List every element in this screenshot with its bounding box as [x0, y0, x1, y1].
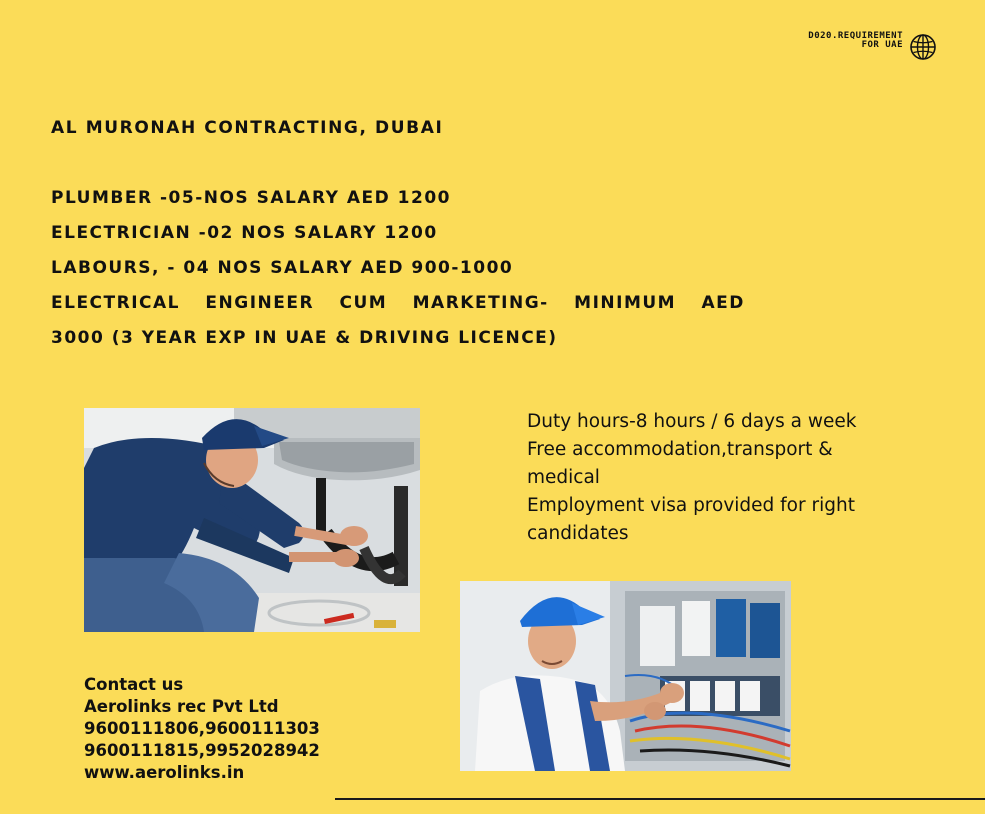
globe-icon [909, 33, 937, 61]
contact-phones-1[interactable]: 9600111806,9600111303 [84, 719, 320, 738]
contact-company: Aerolinks rec Pvt Ltd [84, 697, 279, 716]
job-labours: LABOURS, - 04 NOS SALARY AED 900-1000 [51, 258, 514, 278]
requirement-tag-line2: FOR UAE [861, 40, 903, 50]
requirement-tag-line1: D020.REQUIREMENT [808, 31, 903, 41]
job-plumber: PLUMBER -05-NOS SALARY AED 1200 [51, 188, 451, 208]
job-list [51, 186, 745, 361]
requirement-tag [760, 32, 903, 50]
company-title: AL MURONAH CONTRACTING, DUBAI [51, 118, 444, 138]
electrician-photo [460, 581, 791, 771]
benefit-duty-hours: Duty hours-8 hours / 6 days a week [527, 411, 857, 432]
plumber-photo [84, 408, 420, 632]
bottom-divider [335, 798, 985, 800]
benefits-list [527, 408, 907, 548]
benefit-accommodation: Free accommodation,transport & [527, 439, 833, 460]
benefit-visa-cont: candidates [527, 523, 629, 544]
benefit-visa: Employment visa provided for right [527, 495, 855, 516]
contact-block [84, 674, 320, 784]
job-electrical-engineer-details: 3000 (3 YEAR EXP IN UAE & DRIVING LICENCE) [51, 328, 558, 348]
job-electrical-engineer: ELECTRICAL ENGINEER CUM MARKETING- MINIMUM AED [51, 293, 745, 313]
job-electrician: ELECTRICIAN -02 NOS SALARY 1200 [51, 223, 438, 243]
contact-website[interactable]: www.aerolinks.in [84, 763, 245, 782]
benefit-accommodation-cont: medical [527, 467, 600, 488]
contact-heading: Contact us [84, 675, 184, 694]
contact-phones-2[interactable]: 9600111815,9952028942 [84, 741, 320, 760]
